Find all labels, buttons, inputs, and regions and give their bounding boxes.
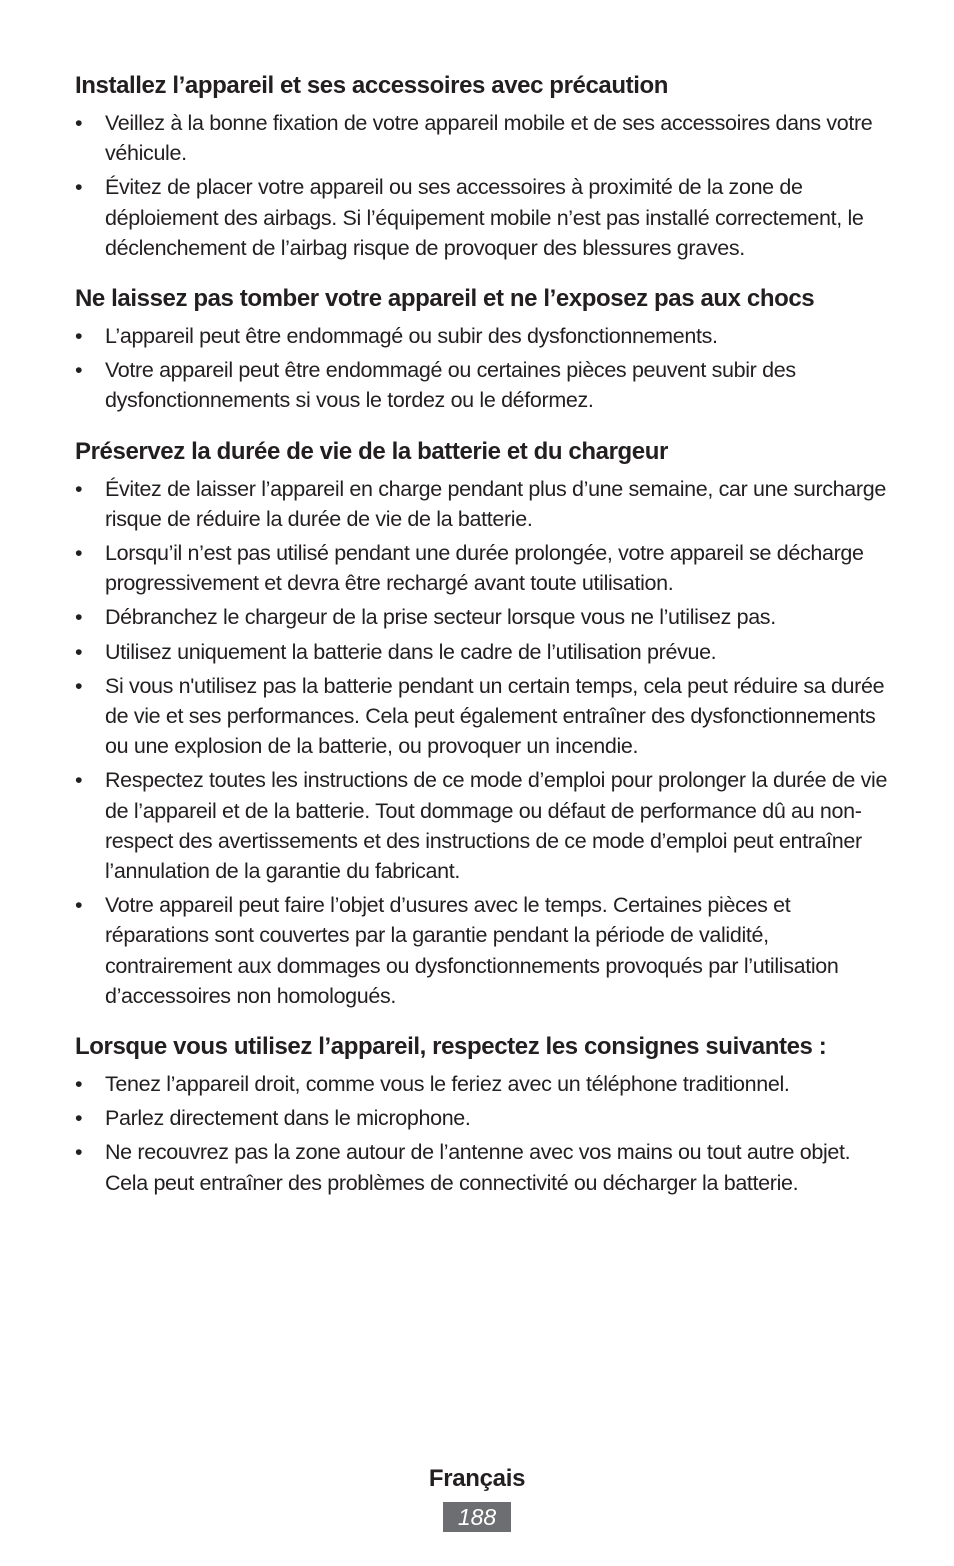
section xyxy=(75,283,890,416)
list-item xyxy=(75,1069,890,1099)
footer-language: Français xyxy=(428,1465,526,1492)
bullet-icon: • xyxy=(75,1072,83,1097)
list-item xyxy=(75,1137,890,1197)
page-content xyxy=(75,70,890,1218)
list-item xyxy=(75,1103,890,1133)
list-item-text: Évitez de laisser l’appareil en charge pendant plus d’une semaine, car une surcharge risque de réduire la durée de vie de la batterie. xyxy=(105,476,886,531)
list-item-text: Utilisez uniquement la batterie dans le cadre de l’utilisation prévue. xyxy=(105,639,717,664)
bullet-icon: • xyxy=(75,1106,83,1131)
bullet-icon: • xyxy=(75,358,83,383)
bullet-icon: • xyxy=(75,768,83,793)
bullet-icon: • xyxy=(75,476,83,501)
list-item xyxy=(75,355,890,415)
bullet-icon: • xyxy=(75,893,83,918)
list-item xyxy=(75,890,890,1011)
bullet-icon: • xyxy=(75,1140,83,1165)
list-item xyxy=(75,538,890,598)
bullet-icon: • xyxy=(75,673,83,698)
list-item-text: Votre appareil peut faire l’objet d’usures avec le temps. Certaines pièces et réparations sont couvertes par la garantie pendant la période de validité, contrairement aux dommages ou dysfonctionnements provoqués par l’utilisation d’accessoires non homologués. xyxy=(105,893,839,1008)
section-heading: Ne laissez pas tomber votre appareil et ne l’exposez pas aux chocs xyxy=(75,285,815,313)
section xyxy=(75,1031,890,1198)
list-item-text: Débranchez le chargeur de la prise secteur lorsque vous ne l’utilisez pas. xyxy=(105,605,776,630)
list-item xyxy=(75,602,890,632)
bullet-list xyxy=(75,108,890,263)
bullet-list xyxy=(75,321,890,416)
page-number: 188 xyxy=(443,1502,511,1532)
page-footer xyxy=(0,1462,954,1532)
bullet-icon: • xyxy=(75,111,83,135)
list-item xyxy=(75,474,890,534)
section-heading: Installez l’appareil et ses accessoires avec précaution xyxy=(75,72,668,99)
list-item xyxy=(75,321,890,351)
list-item-text: Évitez de placer votre appareil ou ses accessoires à proximité de la zone de déploiement des airbags. Si l’équipement mobile n’est pas installé correctement, le déclenchement de l’airbag risque de provoquer des blessures graves. xyxy=(105,175,864,260)
section xyxy=(75,436,890,1011)
bullet-list xyxy=(75,474,890,1011)
bullet-icon: • xyxy=(75,605,83,630)
list-item-text: Si vous n'utilisez pas la batterie pendant un certain temps, cela peut réduire sa durée de vie et ses performances. Cela peut également entraîner des dysfonctionnements ou une explosion de la batterie, ou provoquer un incendie. xyxy=(105,673,885,759)
list-item xyxy=(75,765,890,886)
list-item-text: Tenez l’appareil droit, comme vous le feriez avec un téléphone traditionnel. xyxy=(105,1072,790,1097)
list-item-text: Parlez directement dans le microphone. xyxy=(105,1106,471,1131)
bullet-icon: • xyxy=(75,541,83,566)
list-item-text: Respectez toutes les instructions de ce mode d’emploi pour prolonger la durée de vie de l’appareil et de la batterie. Tout dommage ou défaut de performance dû au non-respect des avertissements et des instructions de ce mode d’emploi peut entraîner l’annulation de la garantie du fabricant. xyxy=(105,768,888,884)
bullet-icon: • xyxy=(75,175,83,200)
bullet-list xyxy=(75,1069,890,1198)
section-heading: Lorsque vous utilisez l’appareil, respectez les consignes suivantes : xyxy=(75,1033,827,1061)
section-heading: Préservez la durée de vie de la batterie et du chargeur xyxy=(75,437,668,465)
list-item xyxy=(75,637,890,667)
list-item-text: Veillez à la bonne fixation de votre appareil mobile et de ses accessoires dans votre véhicule. xyxy=(105,111,873,166)
list-item xyxy=(75,172,890,263)
list-item-text: Lorsqu’il n’est pas utilisé pendant une durée prolongée, votre appareil se décharge progressivement et devra être rechargé avant toute utilisation. xyxy=(105,541,864,596)
section xyxy=(75,70,890,263)
bullet-icon: • xyxy=(75,324,83,349)
list-item xyxy=(75,671,890,762)
bullet-icon: • xyxy=(75,639,83,664)
list-item-text: Votre appareil peut être endommagé ou certaines pièces peuvent subir des dysfonctionnements si vous le tordez ou le déformez. xyxy=(105,358,796,413)
list-item-text: Ne recouvrez pas la zone autour de l’antenne avec vos mains ou tout autre objet. Cela peut entraîner des problèmes de connectivité ou décharger la batterie. xyxy=(105,1140,851,1195)
list-item xyxy=(75,108,890,168)
list-item-text: L’appareil peut être endommagé ou subir des dysfonctionnements. xyxy=(105,324,718,349)
